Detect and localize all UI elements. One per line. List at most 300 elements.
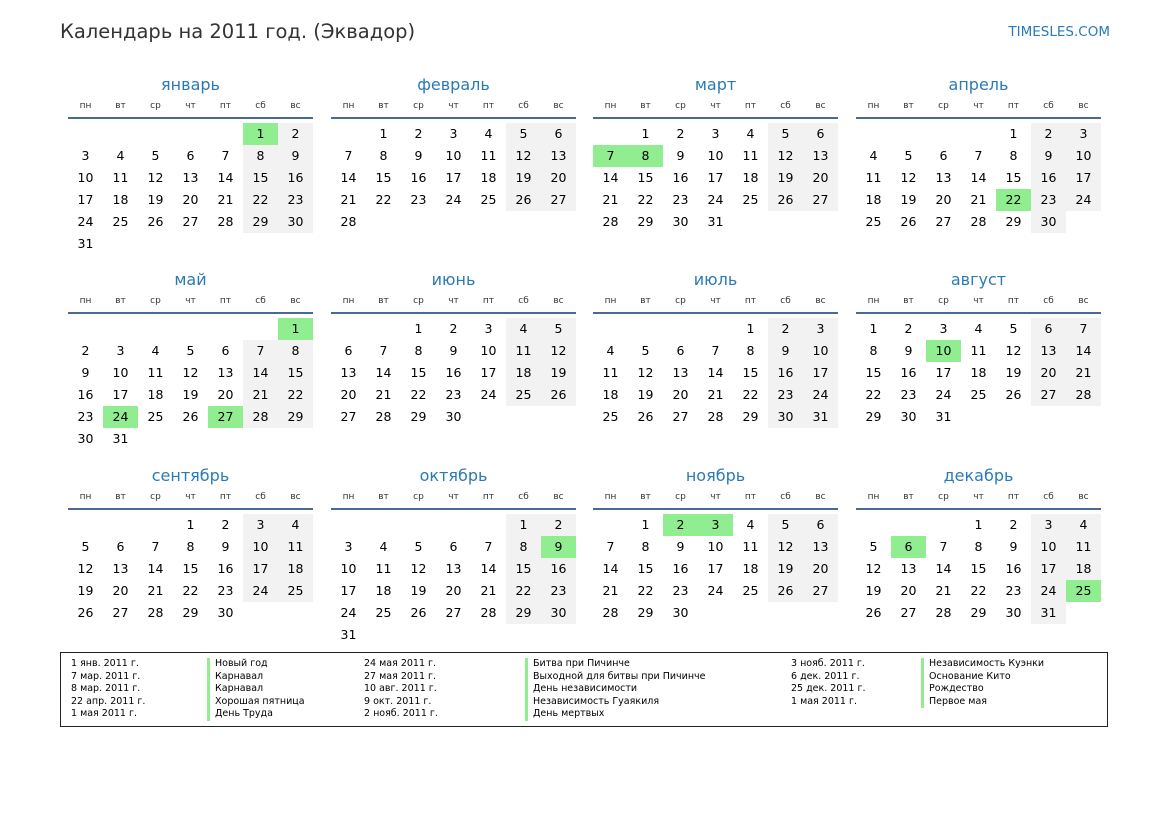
weekday-label: пт: [744, 101, 757, 111]
day-cell: 2: [541, 514, 576, 536]
holidays-list: [60, 652, 1108, 727]
weekday-label: пн: [342, 492, 355, 502]
day-cell: 12: [410, 561, 427, 576]
day-cell: 31: [112, 431, 129, 446]
month-8: [856, 270, 1101, 450]
month-divider: [68, 508, 313, 510]
day-cell: 15: [506, 558, 541, 580]
day-cell: 20: [803, 167, 838, 189]
day-cell: 14: [480, 561, 497, 576]
day-cell: 29: [243, 211, 278, 233]
day-cell: 15: [1005, 170, 1022, 185]
month-name: октябрь: [419, 466, 488, 485]
day-cell: 2: [414, 126, 423, 141]
day-cell: 28: [602, 214, 619, 229]
month-name: апрель: [948, 75, 1009, 94]
weekday-label: вт: [115, 492, 126, 502]
day-cell: 22: [182, 583, 199, 598]
day-cell: 16: [1031, 167, 1066, 189]
day-cell: 8: [186, 539, 195, 554]
weekday-label: чт: [710, 101, 721, 111]
day-cell: 26: [77, 605, 94, 620]
day-cell: 11: [480, 148, 497, 163]
day-cell: 3: [711, 126, 720, 141]
day-cell: 19: [865, 583, 882, 598]
day-cell: 25: [865, 214, 882, 229]
holiday-day-cell: 24: [103, 406, 138, 428]
holiday-name: Рождество: [921, 683, 1044, 696]
day-cell: 10: [112, 365, 129, 380]
weekday-label: вт: [903, 492, 914, 502]
day-cell: 18: [278, 558, 313, 580]
weekday-label: пн: [79, 101, 92, 111]
day-cell: 2: [768, 318, 803, 340]
weekday-label: пт: [744, 296, 757, 306]
day-cell: 13: [803, 536, 838, 558]
day-cell: 5: [768, 514, 803, 536]
day-cell: 20: [935, 192, 952, 207]
month-3: [593, 75, 838, 255]
day-cell: 15: [375, 170, 392, 185]
day-cell: 11: [970, 343, 987, 358]
day-cell: 17: [935, 365, 952, 380]
day-cell: 8: [379, 148, 388, 163]
day-cell: 5: [151, 148, 160, 163]
day-cell: 10: [707, 148, 724, 163]
day-cell: 30: [768, 406, 803, 428]
weekday-label: пн: [604, 296, 617, 306]
weekday-label: ср: [413, 296, 424, 306]
holiday-name: Основание Кито: [921, 671, 1044, 684]
day-cell: 30: [672, 605, 689, 620]
month-divider: [68, 117, 313, 119]
day-cell: 28: [707, 409, 724, 424]
day-cell: 23: [77, 409, 94, 424]
weekday-label: ср: [938, 492, 949, 502]
day-cell: 19: [768, 558, 803, 580]
day-cell: 25: [112, 214, 129, 229]
day-cell: 6: [541, 123, 576, 145]
day-cell: 28: [217, 214, 234, 229]
day-cell: 12: [506, 145, 541, 167]
day-cell: 21: [602, 583, 619, 598]
day-cell: 29: [278, 406, 313, 428]
page-title: Календарь на 2011 год. (Эквадор): [60, 20, 416, 43]
holiday-day-cell: 8: [628, 145, 663, 167]
day-cell: 24: [445, 192, 462, 207]
day-cell: 30: [1031, 211, 1066, 233]
day-cell: 17: [77, 192, 94, 207]
day-cell: 24: [935, 387, 952, 402]
day-cell: 21: [970, 192, 987, 207]
day-cell: 4: [869, 148, 878, 163]
day-cell: 4: [746, 126, 755, 141]
holiday-day-cell: 6: [891, 536, 926, 558]
day-cell: 7: [939, 539, 948, 554]
holiday-name: Новый год: [207, 658, 305, 671]
day-cell: 15: [865, 365, 882, 380]
day-cell: 28: [147, 605, 164, 620]
holiday-day-cell: 1: [243, 123, 278, 145]
day-cell: 19: [637, 387, 654, 402]
day-cell: 27: [1031, 384, 1066, 406]
weekday-label: сб: [780, 296, 791, 306]
day-cell: 14: [935, 561, 952, 576]
day-cell: 26: [182, 409, 199, 424]
day-cell: 21: [243, 384, 278, 406]
day-cell: 16: [900, 365, 917, 380]
day-cell: 13: [182, 170, 199, 185]
day-cell: 29: [970, 605, 987, 620]
month-divider: [593, 117, 838, 119]
holiday-day-cell: 27: [208, 406, 243, 428]
holiday-day-cell: 9: [541, 536, 576, 558]
weekday-label: вс: [815, 296, 826, 306]
day-cell: 17: [340, 583, 357, 598]
day-cell: 1: [1009, 126, 1018, 141]
day-cell: 3: [449, 126, 458, 141]
day-cell: 17: [707, 561, 724, 576]
day-cell: 1: [379, 126, 388, 141]
weekday-label: вс: [815, 101, 826, 111]
day-cell: 2: [449, 321, 458, 336]
day-cell: 29: [506, 602, 541, 624]
day-cell: 14: [340, 170, 357, 185]
month-divider: [68, 312, 313, 314]
day-cell: 2: [676, 126, 685, 141]
day-cell: 8: [243, 145, 278, 167]
day-cell: 19: [506, 167, 541, 189]
holiday-date: 1 мая 2011 г.: [71, 708, 137, 720]
day-cell: 25: [742, 583, 759, 598]
weekday-label: вс: [1078, 296, 1089, 306]
day-cell: 27: [182, 214, 199, 229]
day-cell: 5: [904, 148, 913, 163]
day-cell: 6: [676, 343, 685, 358]
day-cell: 26: [1005, 387, 1022, 402]
holiday-name: День независимости: [525, 683, 706, 696]
day-cell: 20: [445, 583, 462, 598]
day-cell: 24: [340, 605, 357, 620]
day-cell: 18: [375, 583, 392, 598]
day-cell: 10: [707, 539, 724, 554]
month-7: [593, 270, 838, 450]
day-cell: 27: [935, 214, 952, 229]
holiday-name: Битва при Пичинче: [525, 658, 706, 671]
day-cell: 10: [803, 340, 838, 362]
day-cell: 6: [116, 539, 125, 554]
day-cell: 12: [900, 170, 917, 185]
day-cell: 28: [340, 214, 357, 229]
site-link[interactable]: TIMESLES.COM: [1008, 24, 1110, 40]
day-cell: 19: [900, 192, 917, 207]
day-cell: 20: [541, 167, 576, 189]
day-cell: 5: [541, 318, 576, 340]
day-cell: 23: [672, 583, 689, 598]
day-cell: 23: [768, 384, 803, 406]
day-cell: 2: [81, 343, 90, 358]
weekday-label: сб: [1043, 492, 1054, 502]
weekday-label: пн: [342, 101, 355, 111]
day-cell: 10: [445, 148, 462, 163]
month-divider: [593, 508, 838, 510]
holiday-name: Первое мая: [921, 696, 1044, 709]
day-cell: 5: [869, 539, 878, 554]
day-cell: 19: [77, 583, 94, 598]
weekday-label: чт: [710, 296, 721, 306]
day-cell: 16: [445, 365, 462, 380]
day-cell: 28: [970, 214, 987, 229]
day-cell: 6: [449, 539, 458, 554]
day-cell: 3: [484, 321, 493, 336]
day-cell: 9: [676, 539, 685, 554]
holiday-day-cell: 25: [1066, 580, 1101, 602]
weekday-label: ср: [938, 101, 949, 111]
day-cell: 7: [243, 340, 278, 362]
day-cell: 4: [151, 343, 160, 358]
weekday-label: вс: [553, 296, 564, 306]
month-name: февраль: [417, 75, 490, 94]
day-cell: 22: [410, 387, 427, 402]
day-cell: 4: [506, 318, 541, 340]
day-cell: 18: [147, 387, 164, 402]
day-cell: 18: [1066, 558, 1101, 580]
day-cell: 5: [186, 343, 195, 358]
weekday-label: чт: [185, 492, 196, 502]
day-cell: 26: [541, 384, 576, 406]
day-cell: 7: [344, 148, 353, 163]
holiday-dates-column: [364, 658, 438, 721]
day-cell: 14: [217, 170, 234, 185]
day-cell: 25: [278, 580, 313, 602]
day-cell: 10: [1066, 145, 1101, 167]
day-cell: 13: [1031, 340, 1066, 362]
day-cell: 1: [506, 514, 541, 536]
day-cell: 1: [414, 321, 423, 336]
day-cell: 21: [147, 583, 164, 598]
day-cell: 21: [217, 192, 234, 207]
weekday-label: сб: [518, 101, 529, 111]
month-name: январь: [161, 75, 220, 94]
day-cell: 13: [217, 365, 234, 380]
month-name: сентябрь: [151, 466, 230, 485]
day-cell: 12: [77, 561, 94, 576]
holiday-dates-column: [791, 658, 866, 708]
day-cell: 4: [606, 343, 615, 358]
day-cell: 9: [676, 148, 685, 163]
month-divider: [331, 508, 576, 510]
day-cell: 21: [375, 387, 392, 402]
day-cell: 26: [410, 605, 427, 620]
day-cell: 23: [410, 192, 427, 207]
day-cell: 25: [147, 409, 164, 424]
weekday-label: вт: [115, 296, 126, 306]
day-cell: 24: [707, 192, 724, 207]
day-cell: 23: [445, 387, 462, 402]
day-cell: 7: [606, 539, 615, 554]
day-cell: 21: [602, 192, 619, 207]
day-cell: 5: [1009, 321, 1018, 336]
day-cell: 22: [742, 387, 759, 402]
weekday-label: вт: [378, 101, 389, 111]
holiday-name: Хорошая пятница: [207, 696, 305, 709]
day-cell: 26: [768, 580, 803, 602]
weekday-label: чт: [973, 101, 984, 111]
day-cell: 9: [904, 343, 913, 358]
day-cell: 12: [637, 365, 654, 380]
month-12: [856, 466, 1101, 646]
day-cell: 5: [81, 539, 90, 554]
weekday-label: вт: [378, 492, 389, 502]
day-cell: 22: [865, 387, 882, 402]
month-divider: [331, 312, 576, 314]
day-cell: 28: [375, 409, 392, 424]
weekday-label: вт: [640, 492, 651, 502]
day-cell: 13: [340, 365, 357, 380]
weekday-label: вт: [640, 101, 651, 111]
day-cell: 10: [1031, 536, 1066, 558]
day-cell: 2: [1031, 123, 1066, 145]
day-cell: 31: [935, 409, 952, 424]
holiday-names-column: [921, 658, 1044, 708]
day-cell: 22: [243, 189, 278, 211]
day-cell: 9: [1031, 145, 1066, 167]
holiday-day-cell: 10: [926, 340, 961, 362]
day-cell: 19: [410, 583, 427, 598]
weekday-label: вт: [640, 296, 651, 306]
holiday-day-cell: 2: [663, 514, 698, 536]
day-cell: 14: [602, 170, 619, 185]
day-cell: 18: [742, 170, 759, 185]
holiday-date: 27 мая 2011 г.: [364, 670, 437, 682]
day-cell: 4: [1066, 514, 1101, 536]
weekday-label: вт: [115, 101, 126, 111]
day-cell: 20: [112, 583, 129, 598]
day-cell: 23: [541, 580, 576, 602]
day-cell: 11: [742, 539, 759, 554]
weekday-label: вс: [290, 296, 301, 306]
weekday-label: пт: [482, 101, 495, 111]
day-cell: 30: [1005, 605, 1022, 620]
weekday-label: пт: [744, 492, 757, 502]
day-cell: 13: [935, 170, 952, 185]
day-cell: 25: [970, 387, 987, 402]
day-cell: 14: [147, 561, 164, 576]
day-cell: 1: [641, 126, 650, 141]
month-1: [68, 75, 313, 255]
day-cell: 25: [506, 384, 541, 406]
month-divider: [856, 508, 1101, 510]
day-cell: 20: [217, 387, 234, 402]
day-cell: 4: [278, 514, 313, 536]
day-cell: 29: [410, 409, 427, 424]
weekday-label: вс: [290, 492, 301, 502]
day-cell: 2: [278, 123, 313, 145]
day-cell: 2: [1009, 517, 1018, 532]
day-cell: 3: [243, 514, 278, 536]
weekday-label: ср: [413, 492, 424, 502]
day-cell: 5: [641, 343, 650, 358]
holiday-date: 10 авг. 2011 г.: [364, 683, 437, 695]
day-cell: 12: [768, 145, 803, 167]
holiday-date: 7 мар. 2011 г.: [71, 670, 141, 682]
day-cell: 10: [340, 561, 357, 576]
weekday-label: пт: [1007, 101, 1020, 111]
day-cell: 19: [147, 192, 164, 207]
weekday-label: пт: [482, 492, 495, 502]
weekday-label: ср: [938, 296, 949, 306]
day-cell: 10: [77, 170, 94, 185]
weekday-label: сб: [1043, 101, 1054, 111]
day-cell: 23: [278, 189, 313, 211]
day-cell: 16: [410, 170, 427, 185]
weekday-label: сб: [255, 101, 266, 111]
day-cell: 22: [970, 583, 987, 598]
month-2: [331, 75, 576, 255]
day-cell: 16: [541, 558, 576, 580]
weekday-label: вс: [815, 492, 826, 502]
day-cell: 18: [742, 561, 759, 576]
day-cell: 10: [243, 536, 278, 558]
day-cell: 12: [865, 561, 882, 576]
day-cell: 30: [672, 214, 689, 229]
month-name: август: [950, 270, 1007, 289]
weekday-label: пт: [219, 296, 232, 306]
day-cell: 20: [803, 558, 838, 580]
holiday-date: 24 мая 2011 г.: [364, 658, 437, 669]
day-cell: 30: [77, 431, 94, 446]
day-cell: 20: [672, 387, 689, 402]
day-cell: 6: [221, 343, 230, 358]
day-cell: 6: [803, 514, 838, 536]
day-cell: 20: [900, 583, 917, 598]
day-cell: 3: [1031, 514, 1066, 536]
weekday-label: сб: [780, 101, 791, 111]
day-cell: 29: [865, 409, 882, 424]
day-cell: 14: [375, 365, 392, 380]
day-cell: 27: [541, 189, 576, 211]
weekday-label: пн: [867, 492, 880, 502]
day-cell: 27: [672, 409, 689, 424]
day-cell: 12: [182, 365, 199, 380]
day-cell: 12: [768, 536, 803, 558]
month-name: июнь: [431, 270, 476, 289]
day-cell: 18: [970, 365, 987, 380]
weekday-label: пт: [482, 296, 495, 306]
day-cell: 8: [974, 539, 983, 554]
day-cell: 29: [1005, 214, 1022, 229]
day-cell: 27: [803, 189, 838, 211]
day-cell: 26: [900, 214, 917, 229]
day-cell: 5: [768, 123, 803, 145]
holiday-names-column: [207, 658, 305, 721]
day-cell: 18: [480, 170, 497, 185]
day-cell: 27: [340, 409, 357, 424]
day-cell: 26: [637, 409, 654, 424]
day-cell: 6: [344, 343, 353, 358]
holiday-date: 9 окт. 2011 г.: [364, 695, 432, 707]
day-cell: 3: [803, 318, 838, 340]
month-5: [68, 270, 313, 450]
day-cell: 7: [484, 539, 493, 554]
weekday-label: пн: [79, 492, 92, 502]
weekday-label: вс: [553, 101, 564, 111]
day-cell: 8: [278, 340, 313, 362]
month-divider: [593, 312, 838, 314]
day-cell: 2: [221, 517, 230, 532]
day-cell: 27: [112, 605, 129, 620]
day-cell: 5: [414, 539, 423, 554]
